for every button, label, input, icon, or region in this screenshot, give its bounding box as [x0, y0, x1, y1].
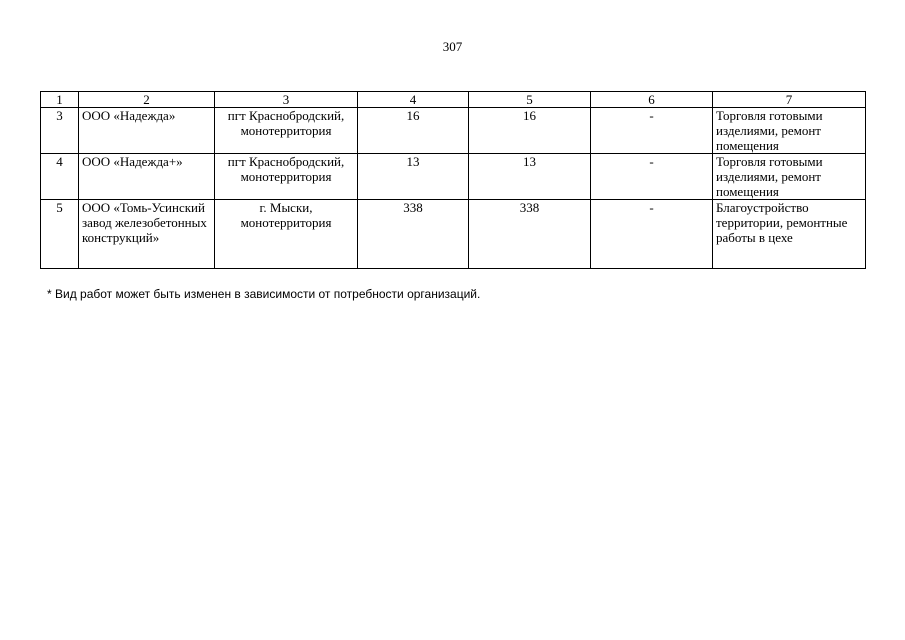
- organization-name: ООО «Надежда»: [79, 108, 215, 154]
- value-col6: -: [591, 200, 713, 269]
- page-number: 307: [442, 39, 463, 54]
- data-table: [40, 91, 866, 269]
- table-row: [41, 200, 866, 269]
- location: пгт Краснобродский, монотерритория: [215, 154, 358, 200]
- table-row: [41, 108, 866, 154]
- value-col5: 16: [469, 108, 591, 154]
- work-type: Торговля готовыми изделиями, ремонт помещения: [713, 108, 866, 154]
- value-col4: 338: [358, 200, 469, 269]
- row-number: 5: [41, 200, 79, 269]
- row-number: 4: [41, 154, 79, 200]
- header-cell-1: 1: [41, 92, 79, 108]
- header-cell-3: 3: [215, 92, 358, 108]
- work-type: Благоустройство территории, ремонтные работы в цехе: [713, 200, 866, 269]
- value-col4: 13: [358, 154, 469, 200]
- table-header-row: [41, 92, 866, 108]
- organization-name: ООО «Томь-Усинский завод железобетонных конструкций»: [79, 200, 215, 269]
- location: пгт Краснобродский, монотерритория: [215, 108, 358, 154]
- value-col6: -: [591, 154, 713, 200]
- header-cell-5: 5: [469, 92, 591, 108]
- work-type: Торговля готовыми изделиями, ремонт помещения: [713, 154, 866, 200]
- value-col5: 13: [469, 154, 591, 200]
- organization-name: ООО «Надежда+»: [79, 154, 215, 200]
- value-col5: 338: [469, 200, 591, 269]
- header-cell-4: 4: [358, 92, 469, 108]
- table-row: [41, 154, 866, 200]
- value-col4: 16: [358, 108, 469, 154]
- header-cell-7: 7: [713, 92, 866, 108]
- header-cell-2: 2: [79, 92, 215, 108]
- row-number: 3: [41, 108, 79, 154]
- value-col6: -: [591, 108, 713, 154]
- location: г. Мыски, монотерритория: [215, 200, 358, 269]
- header-cell-6: 6: [591, 92, 713, 108]
- footnote: * Вид работ может быть изменен в зависимости от потребности организаций.: [47, 287, 481, 301]
